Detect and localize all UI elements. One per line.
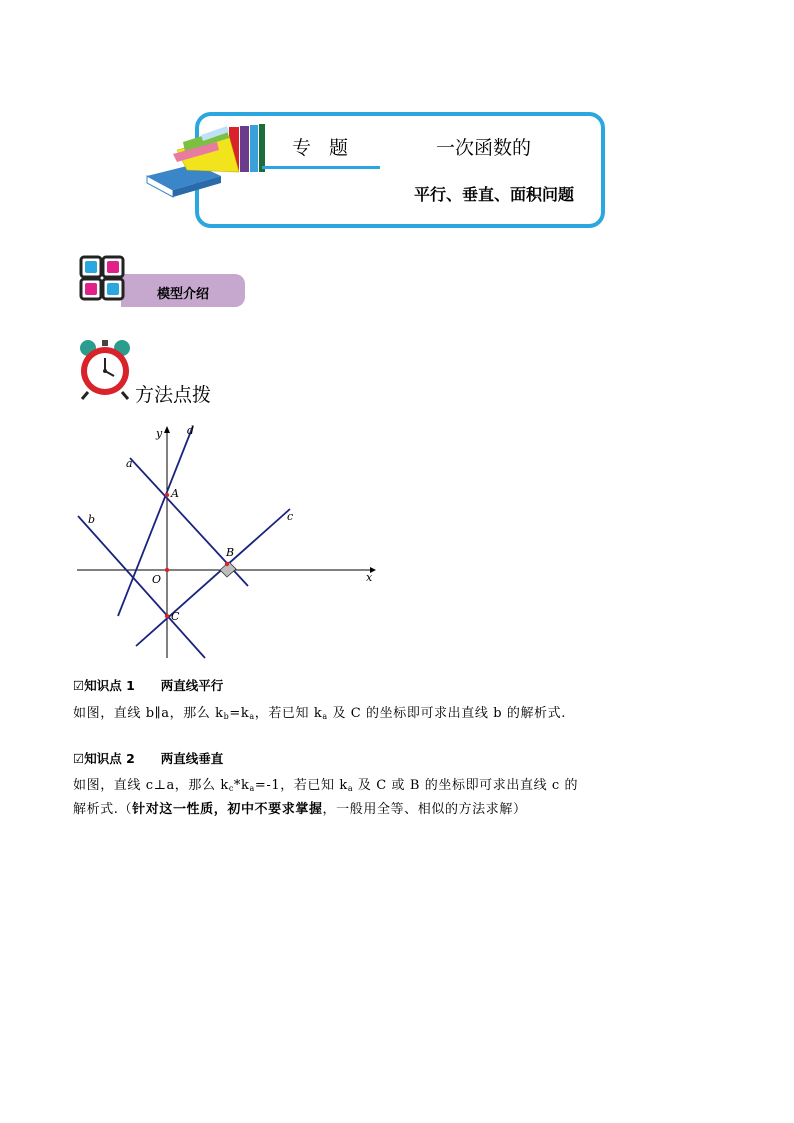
section-label: 模型介绍 — [157, 287, 210, 302]
checkbox-icon: ☑ — [73, 751, 85, 766]
line-d — [118, 426, 193, 616]
point-c-label: C — [171, 610, 180, 623]
kp2-title: 两直线垂直 — [160, 751, 224, 766]
line-b-label: b — [88, 513, 96, 526]
point-a-label: A — [171, 487, 179, 500]
page-title: 一次函数的 — [436, 137, 532, 159]
squares-icon — [78, 254, 130, 306]
books-icon — [143, 120, 283, 200]
kp1-label: 知识点 1 — [84, 678, 135, 693]
knowledge-point-2-text-line2: 解析式.（针对这一性质，初中不要求掌握，一般用全等、相似的方法求解） — [73, 802, 527, 817]
knowledge-point-1-heading — [73, 676, 223, 694]
origin-label: O — [152, 573, 162, 586]
knowledge-point-2-text-line1: 如图，直线 c⊥a，那么 $k_c*k_a=-1$，若已知 $k_a$ 及 C 或 B 的坐标即可求出直线 c 的 — [73, 778, 579, 793]
knowledge-point-2-heading — [73, 749, 223, 767]
line-b — [78, 516, 205, 658]
kp1-title: 两直线平行 — [160, 678, 224, 693]
origin-dot — [165, 568, 169, 572]
method-title: 方法点拨 — [135, 384, 212, 406]
point-a-dot — [165, 493, 169, 497]
line-c-label: c — [287, 510, 294, 523]
y-axis-label: y — [156, 427, 163, 440]
banner-divider — [262, 166, 380, 169]
page-subtitle: 平行、垂直、面积问题 — [414, 185, 575, 204]
alarm-clock-icon — [76, 338, 134, 400]
y-axis-arrow — [164, 426, 170, 433]
point-c-dot — [165, 614, 169, 618]
x-axis-label: x — [366, 571, 373, 584]
kp2-label: 知识点 2 — [84, 751, 135, 766]
knowledge-point-1-text: 如图，直线 b∥a，那么 $k_b=k_a$，若已知 $k_a$ 及 C 的坐标即可求出直线 b 的解析式. — [73, 706, 566, 721]
point-b-dot — [225, 562, 229, 566]
topic-label: 专 题 — [292, 137, 355, 159]
line-d-label: d — [187, 424, 195, 437]
point-b-label: B — [226, 546, 235, 559]
line-a-label: a — [126, 457, 133, 470]
checkbox-icon: ☑ — [73, 678, 85, 693]
coordinate-figure — [70, 420, 390, 665]
